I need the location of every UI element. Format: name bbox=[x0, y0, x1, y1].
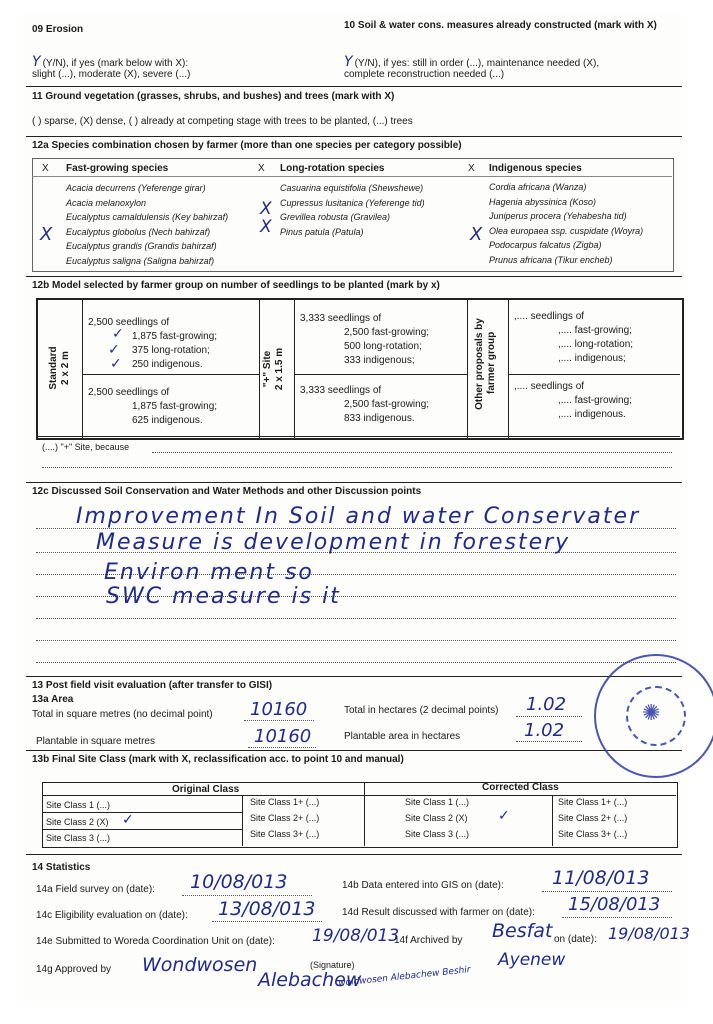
species-item: Prunus africana (Tikur encheb) bbox=[489, 254, 613, 265]
other-label: Other proposals by bbox=[474, 318, 485, 410]
write-line bbox=[516, 716, 582, 717]
other-label-2: farmer group bbox=[486, 331, 497, 394]
model-line: 3,333 seedlings of bbox=[300, 385, 382, 396]
model-line: 2,500 seedlings of bbox=[88, 317, 170, 328]
archived-value: 19/08/013 bbox=[608, 924, 691, 943]
standard-dim: 2 x 2 m bbox=[60, 351, 71, 385]
total-sqm-value: 10160 bbox=[250, 699, 308, 720]
divider bbox=[508, 300, 509, 440]
plant-ha-value: 1.02 bbox=[524, 720, 565, 741]
divider bbox=[26, 750, 682, 751]
write-line bbox=[516, 741, 582, 742]
write-line bbox=[152, 452, 672, 453]
site-model-a bbox=[300, 312, 429, 368]
write-line bbox=[36, 640, 676, 641]
divider bbox=[42, 812, 242, 813]
species-item: Grevillea robusta (Gravilea) bbox=[280, 212, 391, 222]
gis-value: 11/08/013 bbox=[552, 867, 650, 889]
model-line: 375 long-rotation; bbox=[132, 345, 210, 356]
model-line: 250 indigenous. bbox=[132, 359, 203, 370]
archived-on-label: on (date): bbox=[554, 934, 597, 945]
divider bbox=[364, 782, 365, 846]
model-line: ,.... indigenous; bbox=[558, 353, 626, 364]
write-line bbox=[182, 895, 312, 896]
divider bbox=[26, 136, 682, 137]
write-line bbox=[42, 467, 672, 468]
erosion-yn-label: (Y/N), if yes (mark below with X): bbox=[42, 58, 189, 69]
plant-sqm-value: 10160 bbox=[254, 726, 312, 747]
other-model-b bbox=[514, 380, 632, 422]
signature-label: (Signature) bbox=[310, 960, 355, 970]
species-item: Eucalyptus grandis (Grandis bahirzaf) bbox=[66, 241, 217, 251]
model-line: ,.... seedlings of bbox=[514, 381, 585, 392]
stamp-caption: woldwosen Alebachew Beshir bbox=[337, 965, 472, 989]
checkmark-icon: ✓ bbox=[122, 812, 134, 828]
write-line bbox=[36, 662, 676, 663]
discussion-line-1: Improvement In Soil and water Conservater bbox=[76, 504, 641, 529]
model-line: 2,500 fast-growing; bbox=[344, 327, 430, 338]
species-item: Cupressus lusitanica (Yeferenge tid) bbox=[280, 197, 425, 208]
divider bbox=[42, 795, 676, 796]
model-line: 625 indigenous. bbox=[132, 415, 203, 426]
site-class-cell: Site Class 1 (...) bbox=[46, 800, 111, 810]
divider bbox=[26, 86, 682, 87]
write-line bbox=[542, 891, 672, 892]
indig-species-list bbox=[489, 180, 643, 267]
divider bbox=[242, 795, 243, 846]
long-x-header: X bbox=[258, 163, 265, 174]
divider bbox=[32, 176, 672, 177]
total-ha-label: Total in hectares (2 decimal points) bbox=[344, 705, 499, 716]
species-item: Podocarpus falcatus (Zigba) bbox=[489, 240, 602, 250]
total-ha-value: 1.02 bbox=[526, 694, 567, 715]
fast-species-list bbox=[66, 181, 228, 268]
checkmark-icon: ✓ bbox=[112, 326, 124, 342]
site-class-cell: Site Class 2 (X) bbox=[405, 813, 468, 823]
archived-label: 14f Archived by bbox=[394, 935, 463, 946]
checkmark-icon: ✓ bbox=[498, 808, 510, 824]
site-class-cell: Site Class 3+ (...) bbox=[558, 829, 628, 839]
model-line: ,.... fast-growing; bbox=[558, 395, 632, 406]
fast-header: Fast-growing species bbox=[66, 163, 169, 174]
write-line bbox=[36, 618, 676, 619]
field-survey-value: 10/08/013 bbox=[190, 871, 288, 893]
result-value: 15/08/013 bbox=[568, 894, 661, 915]
indig-header: Indigenous species bbox=[489, 163, 582, 174]
erosion-yn bbox=[32, 54, 188, 70]
divider bbox=[259, 300, 260, 440]
divider bbox=[42, 829, 242, 830]
approved-by: Wondwosen bbox=[142, 954, 258, 976]
model-line: 333 indigenous; bbox=[344, 355, 415, 366]
divider bbox=[82, 374, 259, 375]
site-class-cell: Site Class 2 (X) bbox=[46, 817, 109, 827]
species-item: Olea europaea ssp. cuspidate (Woyra) bbox=[489, 225, 644, 236]
other-model-a bbox=[514, 310, 633, 366]
divider bbox=[552, 795, 553, 846]
divider bbox=[26, 854, 682, 855]
species-item: Eucalyptus globolus (Nech bahirzaf) bbox=[66, 226, 211, 237]
model-line: ,.... seedlings of bbox=[514, 311, 585, 322]
standard-model-b bbox=[88, 386, 217, 428]
checkmark-icon: ✓ bbox=[110, 356, 122, 372]
site-class-cell: Site Class 3 (...) bbox=[46, 833, 111, 843]
divider bbox=[294, 300, 295, 440]
woreda-label: 14e Submitted to Woreda Coordination Unit on (date): bbox=[36, 936, 275, 947]
soil-water-yn bbox=[344, 54, 599, 70]
write-line bbox=[562, 917, 672, 918]
site-class-cell: Site Class 3+ (...) bbox=[250, 829, 320, 839]
site-class-cell: Site Class 1+ (...) bbox=[250, 797, 320, 807]
plant-sqm-label: Plantable in square metres bbox=[36, 736, 155, 747]
erosion-title: 09 Erosion bbox=[32, 24, 84, 35]
divider bbox=[508, 374, 680, 375]
fast-x-header: X bbox=[42, 163, 49, 174]
fast-mark: X bbox=[40, 224, 53, 245]
species-item: Cordia africana (Wanza) bbox=[489, 182, 587, 192]
soil-water-line2: complete reconstruction needed (...) bbox=[344, 69, 505, 80]
long-header: Long-rotation species bbox=[280, 163, 385, 174]
divider bbox=[294, 374, 467, 375]
area-title: 13a Area bbox=[32, 694, 74, 705]
standard-label: Standard bbox=[48, 346, 59, 390]
write-line bbox=[244, 720, 314, 721]
divider bbox=[26, 482, 682, 483]
species-item: Pinus patula (Patula) bbox=[280, 226, 364, 237]
ground-veg-title: 11 Ground vegetation (grasses, shrubs, and bushes) and trees (mark with X) bbox=[32, 91, 395, 102]
signature-name-2: Ayenew bbox=[498, 950, 566, 970]
model-line: ,.... fast-growing; bbox=[558, 325, 632, 336]
stats-title: 14 Statistics bbox=[32, 862, 91, 873]
gis-label: 14b Data entered into GIS on (date): bbox=[342, 880, 504, 891]
model-line: ,.... long-rotation; bbox=[558, 339, 634, 350]
signature-name: Alebachew bbox=[258, 969, 362, 991]
checkmark-icon: ✓ bbox=[108, 342, 120, 358]
indig-mark: X bbox=[470, 224, 483, 245]
model-line: 2,500 fast-growing; bbox=[344, 399, 430, 410]
model-line: 2,500 seedlings of bbox=[88, 387, 170, 398]
total-sqm-label: Total in square metres (no decimal point) bbox=[32, 709, 213, 720]
approved-label: 14g Approved by bbox=[36, 964, 112, 975]
divider bbox=[82, 300, 83, 440]
eligibility-value: 13/08/013 bbox=[218, 898, 316, 920]
ground-veg-options: ( ) sparse, (X) dense, ( ) already at competing stage with trees to be planted, (...) trees bbox=[32, 116, 413, 127]
woreda-value: 19/08/013 bbox=[312, 926, 400, 946]
long-species-list bbox=[280, 181, 425, 239]
divider bbox=[467, 300, 468, 440]
discussion-line-4: SWC measure is it bbox=[106, 584, 341, 609]
soil-water-yn-label: (Y/N), if yes: still in order (...), maintenance needed (X), bbox=[354, 58, 600, 69]
because-label: (....) "+" Site, because bbox=[42, 442, 130, 452]
site-class-cell: Site Class 2+ (...) bbox=[558, 813, 628, 823]
model-line: 1,875 fast-growing; bbox=[132, 401, 218, 412]
site-label: "+" Site bbox=[262, 350, 273, 388]
site-class-cell: Site Class 1+ (...) bbox=[558, 797, 628, 807]
divider bbox=[38, 436, 680, 437]
species-item: Hagenia abyssinica (Koso) bbox=[489, 196, 597, 207]
species-item: Eucalyptus saligna (Saligna bahirzaf) bbox=[66, 255, 215, 266]
model-line: 833 indigenous. bbox=[344, 413, 415, 424]
indig-x-header: X bbox=[468, 163, 475, 174]
post-eval-title: 13 Post field visit evaluation (after transfer to GISI) bbox=[32, 680, 273, 691]
species-title: 12a Species combination chosen by farmer (more than one species per category possible) bbox=[32, 140, 462, 151]
site-class-cell: Site Class 2+ (...) bbox=[250, 813, 320, 823]
original-class-header: Original Class bbox=[172, 784, 240, 795]
result-label: 14d Result discussed with farmer on (date): bbox=[342, 907, 535, 918]
discussion-title: 12c Discussed Soil Conservation and Water Methods and other Discussion points bbox=[32, 486, 422, 497]
site-dim: 2 x 1.5 m bbox=[274, 347, 285, 391]
model-title: 12b Model selected by farmer group on number of seedlings to be planted (mark by x) bbox=[32, 280, 440, 291]
long-mark-2: X bbox=[260, 217, 272, 237]
site-class-cell: Site Class 1 (...) bbox=[405, 797, 470, 807]
archived-by: Besfat bbox=[492, 920, 553, 942]
site-model-b bbox=[300, 384, 429, 426]
divider bbox=[26, 676, 682, 677]
soil-water-title: 10 Soil & water cons. measures already constructed (mark with X) bbox=[344, 20, 657, 31]
species-item: Acacia decurrens (Yeferenge girar) bbox=[66, 183, 206, 193]
write-line bbox=[248, 747, 316, 748]
model-line: 500 long-rotation; bbox=[344, 341, 422, 352]
species-item: Eucalyptus camaldulensis (Key bahirzaf) bbox=[66, 212, 229, 222]
write-line bbox=[212, 921, 322, 922]
model-line: 1,875 fast-growing; bbox=[132, 331, 218, 342]
site-class-cell: Site Class 3 (...) bbox=[405, 829, 470, 839]
discussion-line-2: Measure is development in forestery bbox=[96, 530, 571, 555]
official-stamp bbox=[594, 654, 713, 778]
discussion-line-3: Environ ment so bbox=[104, 560, 314, 585]
form-page bbox=[22, 14, 691, 1004]
long-mark-1: X bbox=[260, 199, 272, 219]
field-survey-label: 14a Field survey on (date): bbox=[36, 884, 155, 895]
species-item: Acacia melanoxylon bbox=[66, 197, 147, 208]
species-item: Casuarina equistifolia (Shewshewe) bbox=[280, 183, 424, 193]
emblem-icon: ✺ bbox=[642, 700, 661, 725]
erosion-levels: slight (...), moderate (X), severe (...) bbox=[32, 69, 191, 80]
species-item: Juniperus procera (Yehabesha tid) bbox=[489, 211, 627, 221]
site-class-title: 13b Final Site Class (mark with X, reclassification acc. to point 10 and manual) bbox=[32, 754, 404, 765]
plant-ha-label: Plantable area in hectares bbox=[344, 731, 461, 742]
model-line: ,.... indigenous. bbox=[558, 409, 626, 420]
divider bbox=[26, 276, 682, 277]
corrected-class-header: Corrected Class bbox=[482, 782, 559, 793]
erosion-yn-value: Y bbox=[32, 54, 41, 70]
eligibility-label: 14c Eligibility evaluation on (date): bbox=[36, 910, 188, 921]
model-line: 3,333 seedlings of bbox=[300, 313, 382, 324]
soil-water-yn-value: Y bbox=[344, 54, 353, 70]
